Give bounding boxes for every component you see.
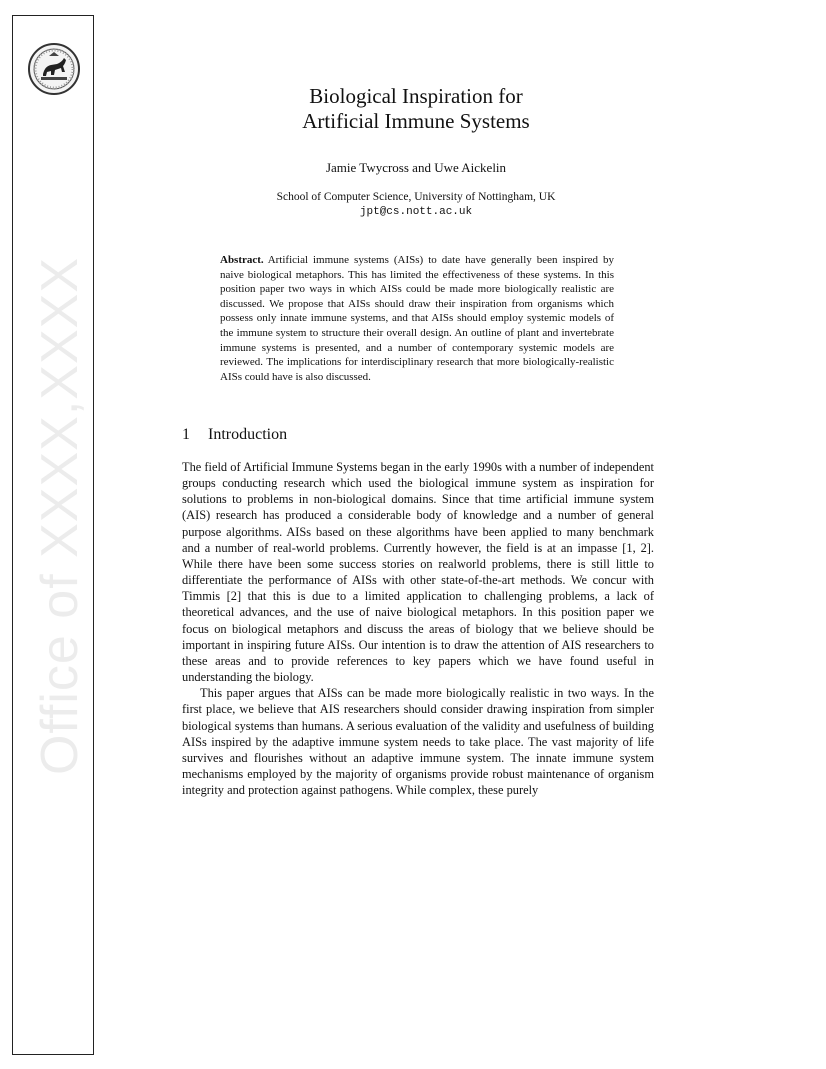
abstract-text: Artificial immune systems (AISs) to date have generally been inspired by naive biological metaphors. This has limited the effectiveness of these systems. In this position paper two ways in which AISs could be made more biologically realistic are discussed. We propose that AISs should draw their inspiration from organisms which possess only innate immune systems, and that AISs should employ systemic models of the immune system to structure their overall design. An outline of plant and invertebrate immune systems is presented, and a number of contemporary systemic models are reviewed. The implications for interdisciplinary research that more biologically-realistic AISs could have is also discussed.: [220, 254, 614, 383]
sidebar-frame: [12, 15, 94, 1055]
abstract: [220, 253, 614, 384]
author-email: jpt@cs.nott.ac.uk: [359, 206, 473, 218]
emblem-seal-icon: [27, 42, 81, 96]
affiliation-block: [200, 190, 632, 220]
authors: Jamie Twycross and Uwe Aickelin: [325, 160, 507, 175]
title-line-1: Biological Inspiration for: [309, 84, 523, 108]
abstract-label: Abstract.: [220, 254, 264, 266]
section-title: Introduction: [208, 426, 288, 443]
body-text: [182, 459, 654, 798]
title-line-2: Artificial Immune Systems: [302, 109, 530, 133]
section-number: 1: [182, 426, 190, 443]
affiliation: School of Computer Science, University of Nottingham, UK: [276, 191, 556, 203]
paragraph-2: This paper argues that AISs can be made more biologically realistic in two ways. In the first place, we believe that AIS researchers should consider drawing inspiration from simpler biological systems than humans. A serious evaluation of the validity and usefulness of building AISs inspired by the adaptive immune system needs to take place. The vast majority of life survives and flourishes without an adaptive immune system. The innate immune system mechanisms employed by the majority of organisms provide robust maintenance of organism integrity and protection against pathogens. While complex, these purely: [182, 686, 654, 798]
section-heading: [182, 426, 287, 444]
paper-title: [200, 84, 632, 134]
paragraph-1: The field of Artificial Immune Systems began in the early 1990s with a number of independent groups conducting research which used the biological immune system as inspiration for solutions to problems in non-biological domains. Since that time artificial immune system (AIS) research has produced a considerable body of knowledge and a number of general purpose algorithms. AISs based on these algorithms have been applied to many benchmark and a number of real-world problems. Currently however, the field is at an impasse [1, 2]. While there have been some success stories on realworld problems, there is still little to differentiate the performance of AISs with other state-of-the-art methods. We concur with Timmis [2] that this is due to a limited application to challenging problems, a lack of theoretical advances, and the use of naive biological metaphors. In this position paper we focus on biological metaphors and discuss the areas of biology that we believe should be important in inspiring future AISs. Our intention is to draw the attention of AIS researchers to these areas and to provide references to key papers which we have found useful in understanding the biology.: [182, 460, 654, 685]
watermark-text: Office of XXXX,XXXX: [31, 256, 89, 776]
